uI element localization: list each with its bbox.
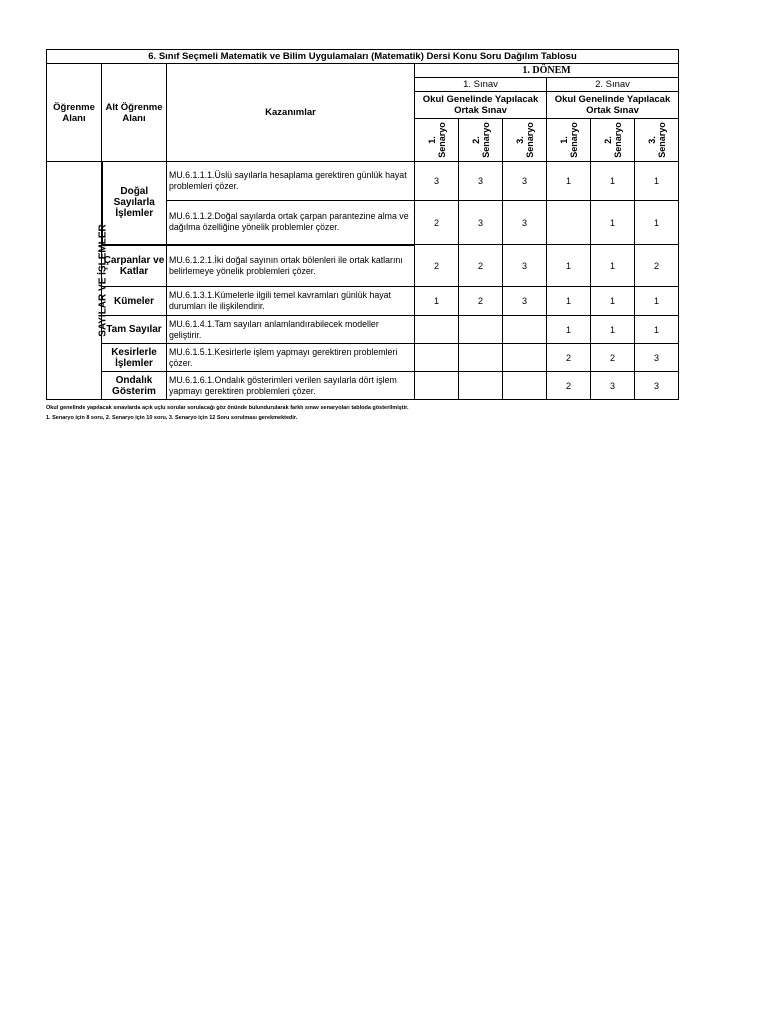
outcome-text: MU.6.1.6.1.Ondalık gösterimleri verilen sayılarla dört işlem yapmayı gerektiren problemleri çözer. [167, 372, 415, 400]
value-cell: 1 [591, 201, 635, 245]
header-scenario [459, 119, 503, 162]
sub-area-ondalik: Ondalık Gösterim [102, 372, 167, 400]
sub-area-carpanlar: Çarpanlar ve Katlar [102, 245, 167, 287]
value-cell: 1 [415, 287, 459, 316]
value-cell: 3 [459, 162, 503, 201]
value-cell: 1 [547, 162, 591, 201]
value-cell: 3 [635, 372, 679, 400]
value-cell [415, 316, 459, 344]
header-exam-2: 2. Sınav [547, 78, 679, 92]
value-cell: 1 [591, 287, 635, 316]
sub-area-tam-sayilar: Tam Sayılar [102, 316, 167, 344]
value-cell [503, 344, 547, 372]
table-row [47, 287, 679, 316]
footnote-question-counts: 1. Senaryo için 8 soru, 2. Senaryo için 10 soru, 3. Senaryo için 12 Soru sorulması gerekmektedir. [46, 415, 298, 421]
value-cell: 2 [459, 245, 503, 287]
value-cell: 3 [591, 372, 635, 400]
value-cell: 2 [591, 344, 635, 372]
value-cell: 1 [591, 245, 635, 287]
header-scenario [635, 119, 679, 162]
outcome-text: MU.6.1.4.1.Tam sayıları anlamlandırabilecek modeller geliştirir. [167, 316, 415, 344]
header-kazanimlar: Kazanımlar [167, 64, 415, 162]
value-cell: 1 [591, 162, 635, 201]
header-ogrenme-alani: Öğrenme Alanı [47, 64, 102, 162]
header-donem: 1. DÖNEM [415, 64, 679, 78]
table-title: 6. Sınıf Seçmeli Matematik ve Bilim Uygulamaları (Matematik) Dersi Konu Soru Dağılım Tablosu [47, 50, 679, 64]
value-cell: 3 [503, 201, 547, 245]
outcome-text: MU.6.1.3.1.Kümelerle ilgili temel kavramları günlük hayat durumları ile ilişkilendirir. [167, 287, 415, 316]
value-cell [415, 372, 459, 400]
value-cell: 3 [503, 245, 547, 287]
value-cell [415, 344, 459, 372]
table-row [47, 372, 679, 400]
value-cell [547, 201, 591, 245]
scenario-label: 1. Senaryo [426, 122, 447, 158]
value-cell: 2 [415, 201, 459, 245]
value-cell: 1 [635, 162, 679, 201]
value-cell [459, 344, 503, 372]
value-cell: 2 [415, 245, 459, 287]
value-cell: 3 [415, 162, 459, 201]
value-cell: 1 [547, 316, 591, 344]
value-cell: 1 [635, 201, 679, 245]
value-cell: 1 [547, 287, 591, 316]
table-row [47, 245, 679, 287]
value-cell: 3 [503, 162, 547, 201]
value-cell [459, 316, 503, 344]
value-cell: 3 [503, 287, 547, 316]
header-exam-1-type: Okul Genelinde Yapılacak Ortak Sınav [415, 92, 547, 119]
footnotes [46, 403, 678, 423]
value-cell: 1 [591, 316, 635, 344]
value-cell: 3 [635, 344, 679, 372]
outcome-text: MU.6.1.1.1.Üslü sayılarla hesaplama gerektiren günlük hayat problemleri çözer. [167, 162, 415, 201]
value-cell: 2 [459, 287, 503, 316]
table-row [47, 344, 679, 372]
value-cell: 1 [635, 316, 679, 344]
header-scenario [547, 119, 591, 162]
distribution-table-sheet [46, 49, 678, 423]
header-exam-2-type: Okul Genelinde Yapılacak Ortak Sınav [547, 92, 679, 119]
value-cell: 2 [635, 245, 679, 287]
value-cell: 3 [459, 201, 503, 245]
value-cell: 1 [547, 245, 591, 287]
value-cell: 1 [635, 287, 679, 316]
table-row [47, 162, 679, 201]
header-scenario [415, 119, 459, 162]
outcome-text: MU.6.1.5.1.Kesirlerle işlem yapmayı gerektiren problemleri çözer. [167, 344, 415, 372]
table-row [47, 316, 679, 344]
scenario-label: 1. Senaryo [558, 122, 579, 158]
value-cell: 2 [547, 344, 591, 372]
sub-area-kumeler: Kümeler [102, 287, 167, 316]
header-scenario [591, 119, 635, 162]
value-cell [503, 372, 547, 400]
scenario-label: 3. Senaryo [646, 122, 667, 158]
learning-area-label: SAYILAR VE İŞLEMLER [97, 224, 109, 337]
learning-area-cell [47, 162, 109, 400]
value-cell: 2 [547, 372, 591, 400]
outcome-text: MU.6.1.2.1.İki doğal sayının ortak bölenleri ile ortak katlarını belirlemeye yönelik problemleri çözer. [167, 245, 415, 287]
header-exam-1: 1. Sınav [415, 78, 547, 92]
sub-area-dogal-sayilar: Doğal Sayılarla İşlemler [102, 162, 167, 245]
footnote-scenarios: Okul genelinde yapılacak sınavlarda açık uçlu sorular sorulacağı göz önünde bulundurularak farklı sınav senaryoları tabloda gösterilmiştir. [46, 405, 409, 411]
scenario-label: 2. Senaryo [602, 122, 623, 158]
scenario-label: 3. Senaryo [514, 122, 535, 158]
scenario-label: 2. Senaryo [470, 122, 491, 158]
header-scenario [503, 119, 547, 162]
value-cell [503, 316, 547, 344]
sub-area-kesirler: Kesirlerle İşlemler [102, 344, 167, 372]
outcome-text: MU.6.1.1.2.Doğal sayılarda ortak çarpan parantezine alma ve dağılma özelliğine yönelik problemler çözer. [167, 201, 415, 245]
value-cell [459, 372, 503, 400]
header-alt-ogrenme-alani: Alt Öğrenme Alanı [102, 64, 167, 162]
distribution-table [46, 49, 679, 400]
